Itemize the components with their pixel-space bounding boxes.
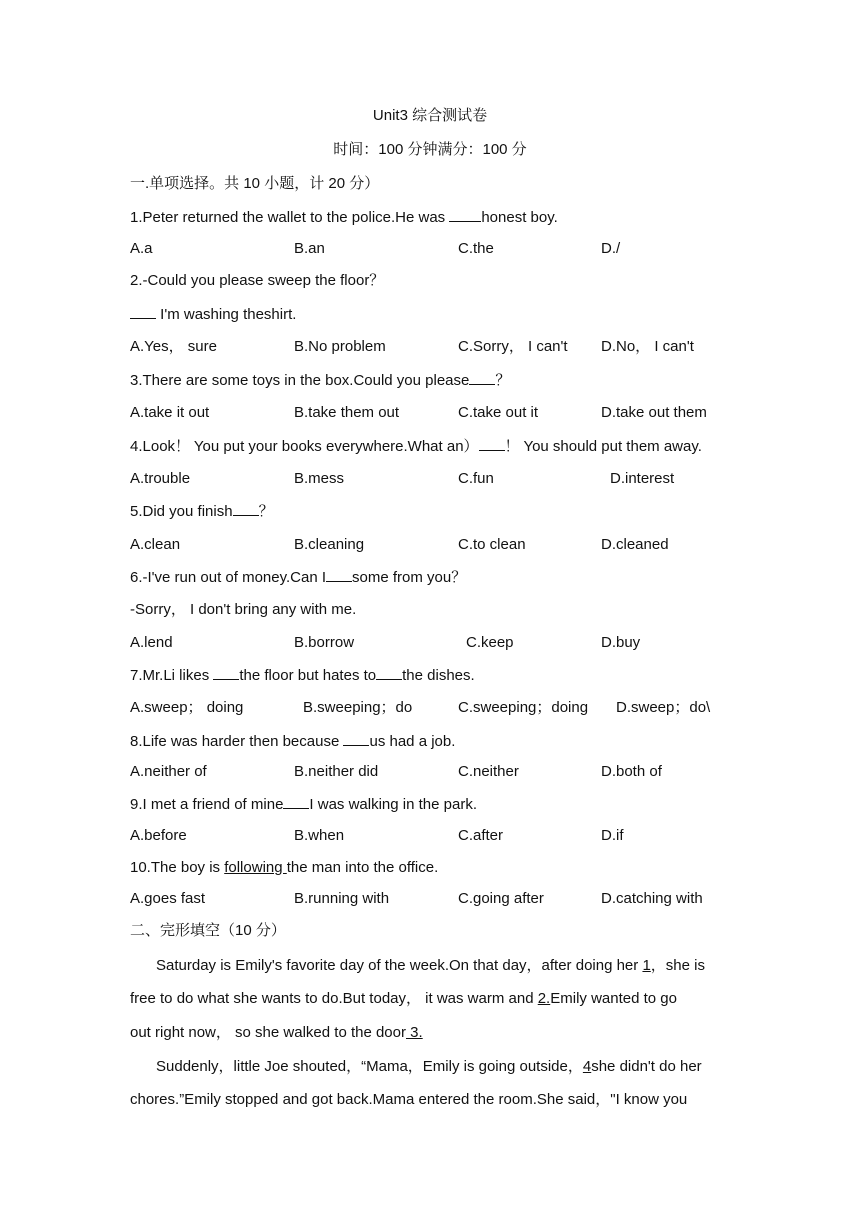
question-5 bbox=[130, 501, 274, 522]
question-8 bbox=[130, 731, 455, 752]
q10-option-b: B.running with bbox=[294, 890, 390, 907]
cloze-text: Saturday is Emily's favorite day of the week.On that day，after doing her bbox=[156, 957, 643, 974]
question-6-reply: -Sorry， I don't bring any with me. bbox=[130, 601, 357, 618]
q10-option-c: C.going after bbox=[458, 890, 544, 907]
answer-blank bbox=[213, 665, 239, 680]
answer-blank bbox=[469, 370, 495, 385]
cloze-blank-4: 4 bbox=[582, 1058, 592, 1075]
q9-option-c: C.after bbox=[458, 827, 504, 844]
answer-blank bbox=[130, 304, 156, 319]
question-4-text-end: ！ You should put them away. bbox=[504, 438, 702, 455]
question-4-text: 4.Look！ You put your books everywhere.What an） bbox=[130, 438, 479, 455]
question-6-text-end: some from you？ bbox=[352, 569, 467, 586]
q9-option-a: A.before bbox=[130, 827, 187, 844]
q5-option-b: B.cleaning bbox=[294, 536, 365, 553]
q5-option-d: D.cleaned bbox=[601, 536, 669, 553]
q3-option-b: B.take them out bbox=[294, 404, 400, 421]
answer-blank bbox=[326, 567, 352, 582]
question-7 bbox=[130, 665, 475, 686]
question-4 bbox=[130, 436, 702, 457]
q8-option-a: A.neither of bbox=[130, 763, 207, 780]
cloze-text: Suddenly，little Joe shouted，“Mama，Emily is going outside， bbox=[156, 1058, 583, 1075]
section1-heading: 一.单项选择。共 10 小题，计 20 分） bbox=[130, 175, 380, 192]
q6-option-c: C.keep bbox=[466, 634, 514, 651]
q3-option-a: A.take it out bbox=[130, 404, 210, 421]
cloze-blank-2: 2. bbox=[537, 990, 551, 1007]
question-8-text-end: us had a job. bbox=[369, 733, 456, 750]
q6-option-d: D.buy bbox=[601, 634, 641, 651]
question-3-text-end: ？ bbox=[495, 372, 511, 389]
question-10-text-end: the man into the office. bbox=[286, 859, 439, 876]
question-1 bbox=[130, 207, 558, 228]
underlined-word: following bbox=[224, 859, 287, 876]
q5-option-c: C.to clean bbox=[458, 536, 526, 553]
question-3 bbox=[130, 370, 510, 391]
cloze-blank-3: 3. bbox=[406, 1024, 423, 1041]
q7-option-a: A.sweep； doing bbox=[130, 699, 244, 716]
q4-option-c: C.fun bbox=[458, 470, 494, 487]
question-10 bbox=[130, 858, 438, 878]
q8-option-d: D.both of bbox=[601, 763, 662, 780]
question-9 bbox=[130, 794, 477, 815]
answer-blank bbox=[449, 207, 481, 222]
question-2-reply-text: I'm washing theshirt. bbox=[156, 306, 297, 323]
q1-option-a: A.a bbox=[130, 240, 153, 257]
q1-option-d: D./ bbox=[601, 240, 621, 257]
page-subtitle: 时间：100 分钟满分：100 分 bbox=[333, 141, 527, 158]
q8-option-c: C.neither bbox=[458, 763, 519, 780]
q7-option-b: B.sweeping；do bbox=[303, 699, 413, 716]
q2-option-d: D.No， I can't bbox=[601, 338, 694, 355]
q2-option-a: A.Yes， sure bbox=[130, 338, 217, 355]
q5-option-a: A.clean bbox=[130, 536, 181, 553]
page-title: Unit3 综合测试卷 bbox=[372, 107, 488, 124]
question-2-reply bbox=[130, 304, 296, 325]
question-5-text: 5.Did you finish bbox=[130, 503, 233, 520]
q1-option-b: B.an bbox=[294, 240, 325, 257]
answer-blank bbox=[479, 436, 505, 451]
cloze-paragraph-1-line-1: Saturday is Emily's favorite day of the week.On that day，after doing her 1，she is bbox=[156, 957, 705, 974]
answer-blank bbox=[376, 665, 402, 680]
q7-option-d: D.sweep；do\ bbox=[616, 699, 711, 716]
q2-option-b: B.No problem bbox=[294, 338, 386, 355]
cloze-paragraph-1-line-2: free to do what she wants to do.But today， it was warm and 2.Emily wanted to go bbox=[130, 990, 677, 1007]
q4-option-b: B.mess bbox=[294, 470, 345, 487]
q7-option-c: C.sweeping；doing bbox=[458, 699, 589, 716]
question-9-text: 9.I met a friend of mine bbox=[130, 796, 284, 813]
question-1-text-end: honest boy. bbox=[481, 209, 558, 226]
q9-option-b: B.when bbox=[294, 827, 345, 844]
answer-blank bbox=[233, 501, 259, 516]
q10-option-a: A.goes fast bbox=[130, 890, 206, 907]
cloze-paragraph-2-line-2: chores.”Emily stopped and got back.Mama entered the room.She said，"I know you bbox=[130, 1091, 688, 1108]
answer-blank bbox=[343, 731, 369, 746]
q6-option-a: A.lend bbox=[130, 634, 173, 651]
q4-option-d: D.interest bbox=[610, 470, 675, 487]
question-2: 2.-Could you please sweep the floor？ bbox=[130, 272, 385, 289]
question-10-text: 10.The boy is bbox=[130, 859, 225, 876]
section2-heading: 二、完形填空（10 分） bbox=[130, 922, 286, 939]
question-7-text-mid: the floor but hates to bbox=[239, 667, 377, 684]
q8-option-b: B.neither did bbox=[294, 763, 379, 780]
q10-option-d: D.catching with bbox=[601, 890, 703, 907]
q6-option-b: B.borrow bbox=[294, 634, 355, 651]
cloze-blank-1: 1 bbox=[642, 957, 651, 974]
q9-option-d: D.if bbox=[601, 827, 624, 844]
question-7-text: 7.Mr.Li likes bbox=[130, 667, 214, 684]
q3-option-d: D.take out them bbox=[601, 404, 707, 421]
question-5-text-end: ？ bbox=[258, 503, 274, 520]
answer-blank bbox=[283, 794, 309, 809]
q2-option-c: C.Sorry， I can't bbox=[458, 338, 568, 355]
cloze-paragraph-1-line-3: out right now， so she walked to the door 3. bbox=[130, 1024, 423, 1041]
question-9-text-end: I was walking in the park. bbox=[309, 796, 477, 813]
q1-option-c: C.the bbox=[458, 240, 494, 257]
question-6-text: 6.-I've run out of money.Can I bbox=[130, 569, 327, 586]
q3-option-c: C.take out it bbox=[458, 404, 539, 421]
question-8-text: 8.Life was harder then because bbox=[130, 733, 344, 750]
question-3-text: 3.There are some toys in the box.Could you please bbox=[130, 372, 470, 389]
question-6 bbox=[130, 567, 466, 588]
question-1-text: 1.Peter returned the wallet to the police.He was bbox=[130, 209, 450, 226]
question-7-text-end: the dishes. bbox=[402, 667, 475, 684]
cloze-paragraph-2-line-1: Suddenly，little Joe shouted，“Mama，Emily is going outside，4she didn't do her bbox=[156, 1058, 702, 1075]
q4-option-a: A.trouble bbox=[130, 470, 191, 487]
